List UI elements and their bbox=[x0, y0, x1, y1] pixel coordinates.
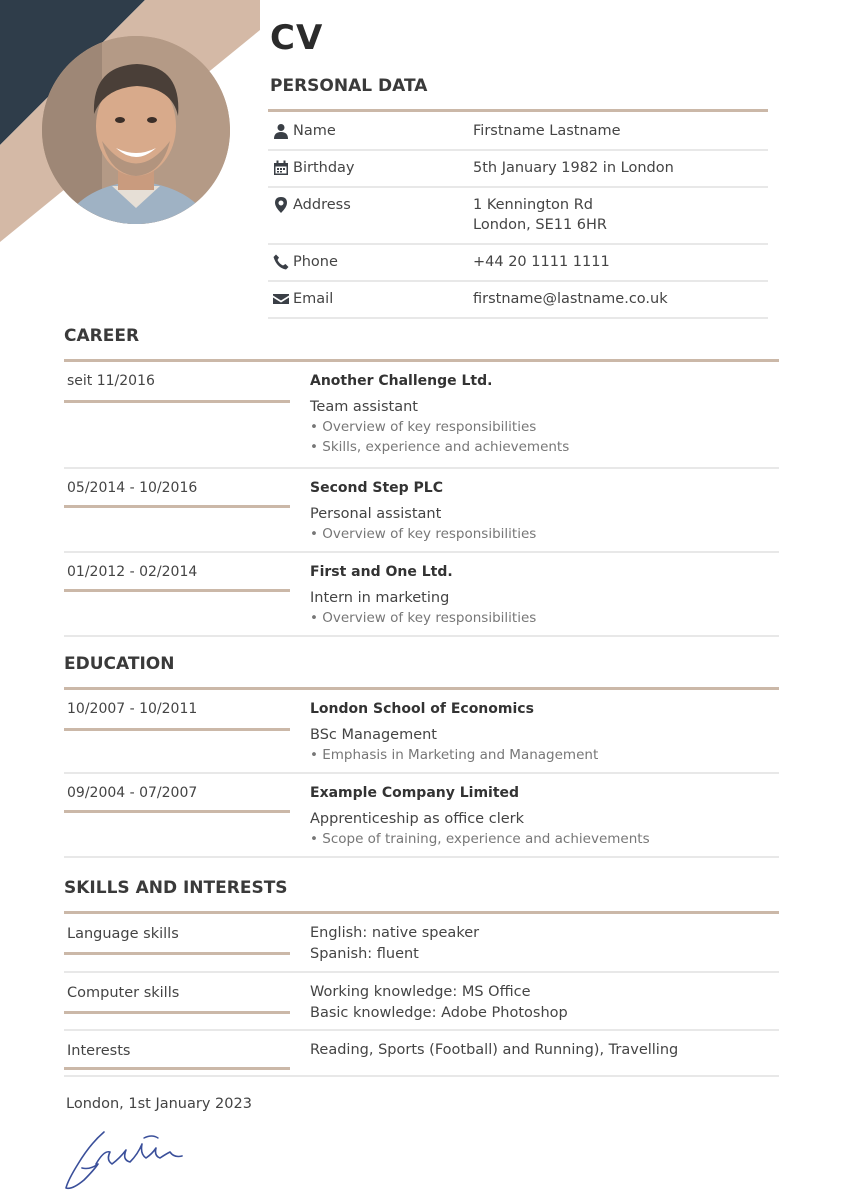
entry-role: Intern in marketing bbox=[310, 590, 450, 606]
skill-value bbox=[310, 973, 779, 1029]
label-rule bbox=[64, 1011, 290, 1014]
signature-image bbox=[60, 1124, 200, 1194]
personal-value-line: 5th January 1982 in London bbox=[473, 160, 674, 176]
date-rule bbox=[64, 505, 290, 508]
entry-organization: First and One Ltd. bbox=[310, 564, 453, 580]
skill-line: Spanish: fluent bbox=[310, 946, 419, 962]
career-heading: CAREER bbox=[64, 326, 140, 346]
phone-icon bbox=[268, 252, 293, 272]
education-heading: EDUCATION bbox=[64, 654, 175, 674]
personal-label: Name bbox=[293, 123, 336, 139]
entry-date: 10/2007 - 10/2011 bbox=[67, 701, 198, 717]
personal-label: Phone bbox=[293, 254, 338, 270]
personal-value bbox=[473, 121, 621, 141]
personal-row-birthday bbox=[268, 151, 768, 188]
skills-heading: SKILLS AND INTERESTS bbox=[64, 878, 288, 898]
personal-value bbox=[473, 252, 610, 272]
personal-value bbox=[473, 195, 607, 235]
entry-role: Personal assistant bbox=[310, 506, 442, 522]
place-and-date: London, 1st January 2023 bbox=[66, 1096, 252, 1112]
skill-label: Interests bbox=[67, 1043, 131, 1059]
career-entry bbox=[64, 553, 779, 637]
skills-section bbox=[64, 878, 779, 1077]
personal-value-line: 1 Kennington Rd bbox=[473, 197, 593, 213]
label-rule bbox=[64, 952, 290, 955]
personal-value bbox=[473, 289, 668, 309]
date-rule bbox=[64, 728, 290, 731]
personal-row-name bbox=[268, 114, 768, 151]
date-rule bbox=[64, 589, 290, 592]
personal-label: Address bbox=[293, 197, 351, 213]
personal-label: Birthday bbox=[293, 160, 355, 176]
location-pin-icon bbox=[268, 195, 293, 235]
skills-entry bbox=[64, 914, 779, 973]
personal-value-line: Firstname Lastname bbox=[473, 123, 621, 139]
envelope-icon bbox=[268, 289, 293, 309]
entry-date: seit 11/2016 bbox=[67, 373, 155, 389]
personal-row-email bbox=[268, 282, 768, 319]
skill-line: Basic knowledge: Adobe Photoshop bbox=[310, 1005, 568, 1021]
education-section bbox=[64, 654, 779, 858]
education-entry bbox=[64, 774, 779, 858]
personal-value-line: firstname@lastname.co.uk bbox=[473, 291, 668, 307]
date-rule bbox=[64, 400, 290, 403]
personal-data-rule bbox=[268, 109, 768, 112]
person-icon bbox=[268, 121, 293, 141]
career-section bbox=[64, 326, 779, 637]
entry-bullet: • Skills, experience and achievements bbox=[310, 439, 570, 455]
entry-date: 09/2004 - 07/2007 bbox=[67, 785, 198, 801]
entry-date: 01/2012 - 02/2014 bbox=[67, 564, 198, 580]
career-entry bbox=[64, 362, 779, 469]
personal-label: Email bbox=[293, 291, 334, 307]
personal-row-address bbox=[268, 188, 768, 245]
entry-bullet: • Overview of key responsibilities bbox=[310, 419, 537, 435]
skill-value bbox=[310, 1031, 779, 1075]
personal-row-phone bbox=[268, 245, 768, 282]
page-title: CV bbox=[270, 18, 324, 58]
profile-photo bbox=[42, 36, 230, 224]
personal-value-line: +44 20 1111 1111 bbox=[473, 254, 610, 270]
entry-bullet: • Scope of training, experience and achievements bbox=[310, 831, 650, 847]
personal-data-table bbox=[268, 114, 768, 319]
entry-bullet: • Emphasis in Marketing and Management bbox=[310, 747, 599, 763]
entry-organization: Second Step PLC bbox=[310, 480, 443, 496]
entry-organization: Example Company Limited bbox=[310, 785, 520, 801]
label-rule bbox=[64, 1067, 290, 1070]
entry-bullet: • Overview of key responsibilities bbox=[310, 610, 537, 626]
calendar-icon bbox=[268, 158, 293, 178]
date-rule bbox=[64, 810, 290, 813]
skill-line: Reading, Sports (Football) and Running), Travelling bbox=[310, 1042, 679, 1058]
skill-label: Computer skills bbox=[67, 985, 180, 1001]
entry-organization: London School of Economics bbox=[310, 701, 534, 717]
entry-role: Apprenticeship as office clerk bbox=[310, 811, 524, 827]
entry-organization: Another Challenge Ltd. bbox=[310, 373, 493, 389]
personal-data-heading: PERSONAL DATA bbox=[270, 76, 428, 96]
personal-value-line: London, SE11 6HR bbox=[473, 217, 607, 233]
skills-entry bbox=[64, 1031, 779, 1077]
entry-bullet: • Overview of key responsibilities bbox=[310, 526, 537, 542]
skill-value bbox=[310, 914, 779, 971]
education-entry bbox=[64, 690, 779, 774]
entry-date: 05/2014 - 10/2016 bbox=[67, 480, 198, 496]
entry-role: Team assistant bbox=[310, 399, 418, 415]
skill-line: Working knowledge: MS Office bbox=[310, 984, 531, 1000]
skill-label: Language skills bbox=[67, 926, 179, 942]
career-entry bbox=[64, 469, 779, 553]
personal-value bbox=[473, 158, 674, 178]
skill-line: English: native speaker bbox=[310, 925, 480, 941]
skills-entry bbox=[64, 973, 779, 1031]
entry-role: BSc Management bbox=[310, 727, 437, 743]
